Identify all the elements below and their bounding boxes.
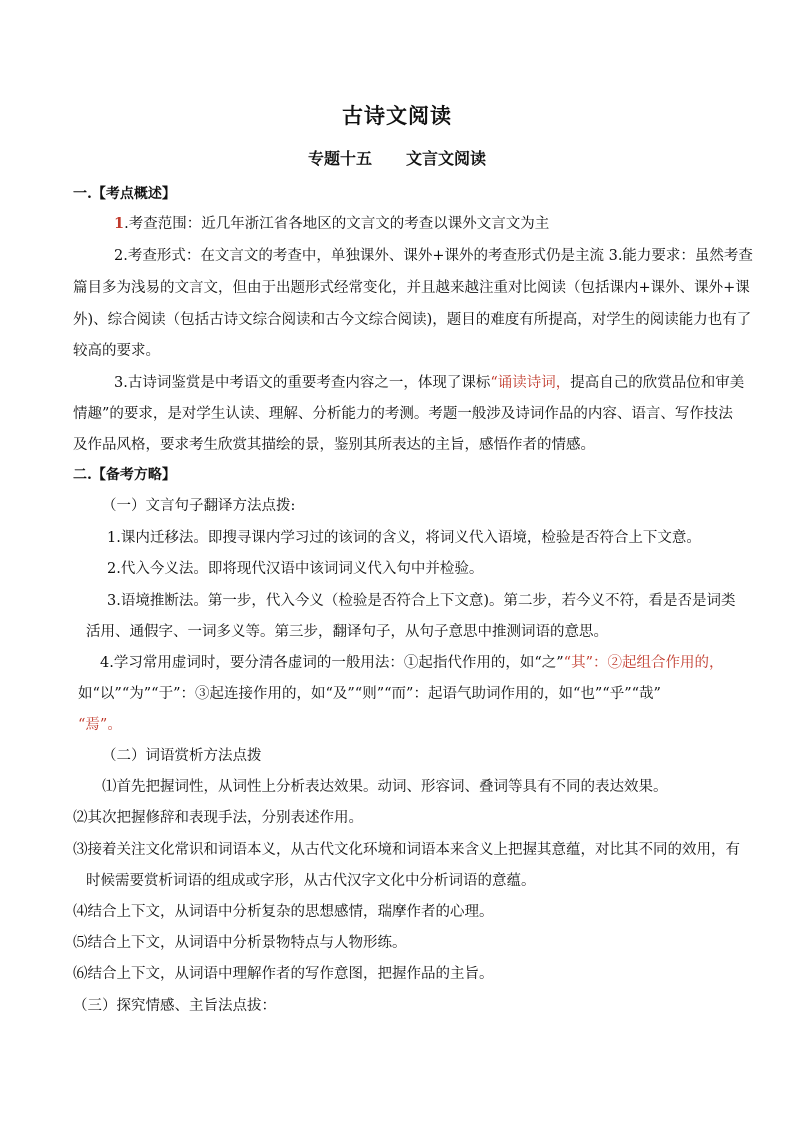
- paragraph-2-line-2: 篇目多为浅易的文言文，但由于出题形式经常变化，并且越来越注重对比阅读（包括课内+课外、课外+课: [73, 280, 750, 296]
- word-method-3-line-2: 时候需要赏析词语的组成或字形，从古代汉字文化中分析词语的意蕴。: [86, 873, 536, 889]
- section1-heading: 一.【考点概述】: [73, 186, 176, 202]
- word-method-3-line-1: ⑶接着关注文化常识和词语本义，从古代文化环境和词语本来含义上把握其意蕴，对比其不同的效用，有: [73, 842, 740, 858]
- paragraph-2-line-1: 2.考查形式：在文言文的考查中，单独课外、课外+课外的考查形式仍是主流 3.能力要求：虽然考查: [114, 248, 753, 264]
- paragraph-3-text-a: 3.古诗词鉴赏是中考语文的重要考查内容之一，体现了课标: [114, 375, 491, 391]
- method-4-text-a: 4.学习常用虚词时，要分清各虚词的一般用法：①起指代作用的，如“之”: [100, 655, 564, 671]
- subsection-1-heading: （一）文言句子翻译方法点拨:: [102, 498, 296, 514]
- method-4-line-2: 如“以”“为”“于”：③起连接作用的，如“及”“则”“而”：起语气助词作用的，如“也”“乎”“哉”: [78, 686, 661, 702]
- subsection-3-heading: （三）探究情感、主旨法点拔：: [73, 998, 276, 1014]
- subsection-2-heading: （二）词语赏析方法点拨: [102, 748, 262, 764]
- method-4-line-3: “焉”。: [78, 717, 122, 733]
- paragraph-3-line-1: [114, 373, 744, 393]
- word-method-6: ⑹结合上下文，从词语中理解作者的写作意图，把握作品的主旨。: [73, 966, 494, 982]
- word-method-2: ⑵其次把握修辞和表现手法，分别表述作用。: [73, 810, 363, 826]
- word-method-4: ⑷结合上下文，从词语中分析复杂的思想感情，瑞摩作者的心理。: [73, 904, 494, 920]
- method-3-line-2: 活用、通假字、一词多义等。第三步，翻译句子，从句子意思中推测词语的意思。: [86, 624, 608, 640]
- subtitle-topic-number: 专题十五: [307, 149, 372, 168]
- paragraph-2-line-3: 外)、综合阅读（包括古诗文综合阅读和古今文综合阅读)，题目的难度有所提高，对学生的阅读能力也有了: [73, 312, 752, 328]
- paragraph-2-line-4: 较高的要求。: [73, 343, 160, 359]
- paragraph-3-line-3: 及作品风格，要求考生欣赏其描绘的景，鉴别其所表达的主旨，感悟作者的情感。: [73, 437, 595, 453]
- paragraph-3-text-b: 提高自己的欣赏品位和审美: [570, 375, 745, 391]
- method-1: 1.课内迁移法。即搜寻课内学习过的该词的含义，将词义代入语境，检验是否符合上下文意。: [107, 530, 701, 546]
- method-2: 2.代入今义法。即将现代汉语中该词词义代入句中并检验。: [107, 561, 484, 577]
- paragraph-1-text: .考查范围：近几年浙江省各地区的文言文的考查以课外文言文为主: [124, 216, 550, 232]
- word-method-1: ⑴首先把握词性，从词性上分析表达效果。动词、形容词、叠词等具有不同的表达效果。: [102, 779, 668, 795]
- method-4-text-red: “其”：②起组合作用的，: [563, 655, 724, 671]
- paragraph-1: [114, 214, 549, 234]
- page-subtitle: [0, 146, 794, 169]
- paragraph-3-line-2: 情趣”的要求，是对学生认读、理解、分析能力的考测。考题一般涉及诗词作品的内容、语言、写作技法: [73, 406, 733, 422]
- page-title: 古诗文阅读: [342, 103, 452, 128]
- section2-heading: 二.【备考方略】: [73, 467, 176, 483]
- method-3-line-1: 3.语境推断法。第一步，代入今义（检验是否符合上下文意)。第二步，若今义不符，看是否是词类: [107, 593, 736, 609]
- word-method-5: ⑸结合上下文，从词语中分析景物特点与人物形练。: [73, 935, 407, 951]
- method-4-line-1: [100, 653, 724, 673]
- subtitle-topic-name: 文言文阅读: [406, 149, 487, 168]
- paragraph-1-number: 1: [114, 215, 125, 232]
- paragraph-3-quote: “诵读诗词，: [490, 375, 571, 391]
